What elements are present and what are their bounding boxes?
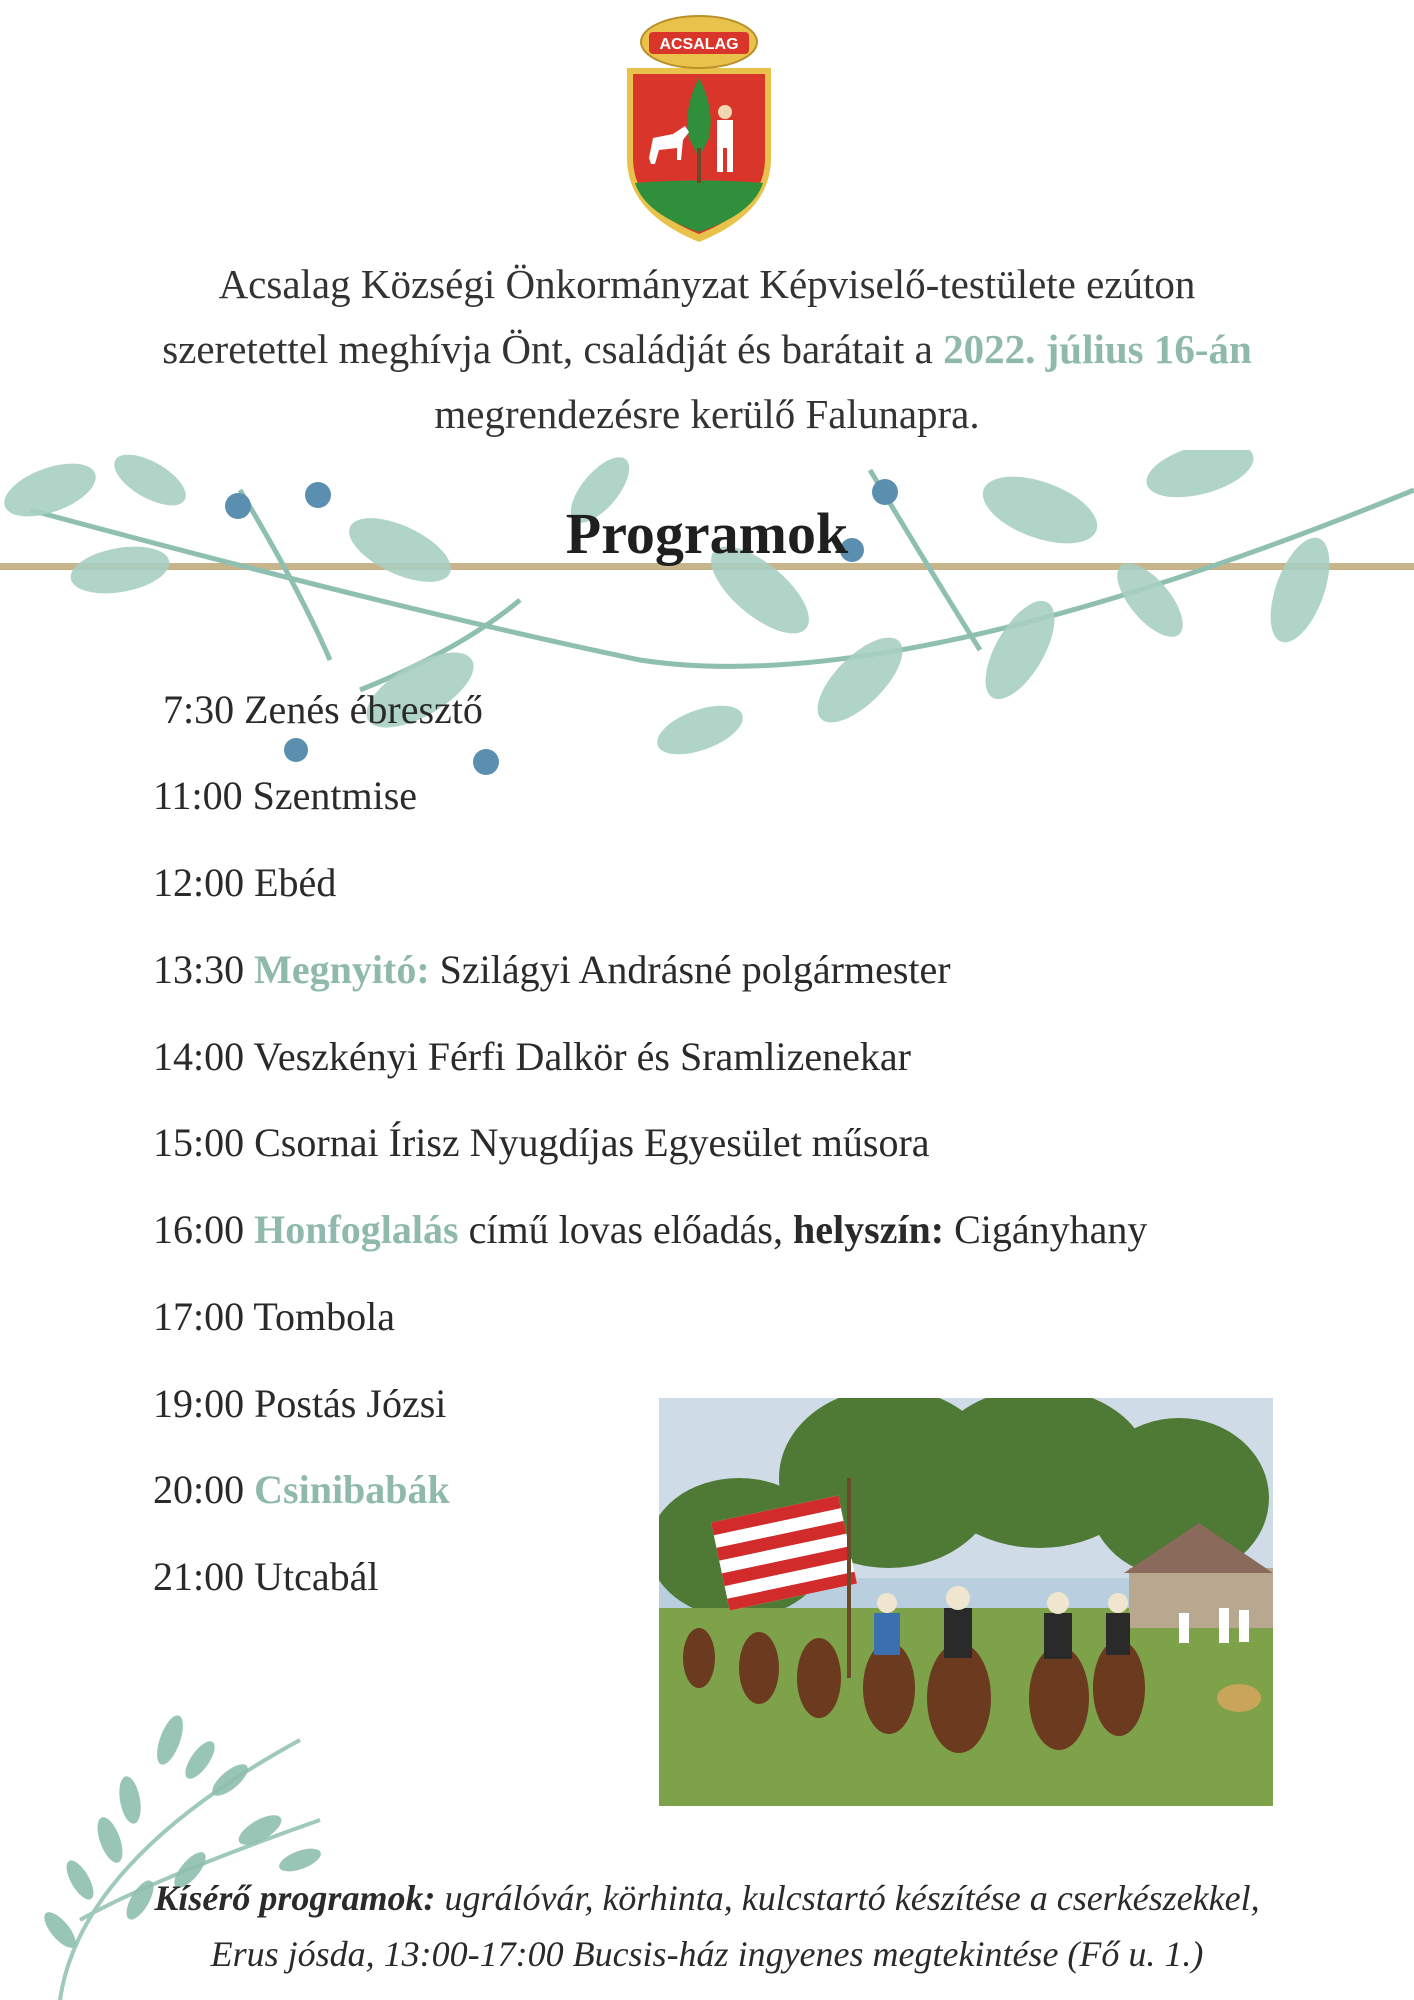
schedule-item: 17:00 Tombola [153,1294,396,1339]
schedule-item: 12:00 Ebéd [153,860,337,905]
side-programs-label: Kísérő programok: [154,1878,436,1918]
schedule-item: 21:00 Utcabál [153,1554,379,1599]
footer-line-2: Erus jósda, 13:00-17:00 Bucsis-ház ingyenes megtekintése (Fő u. 1.) [210,1934,1204,1974]
schedule-item: 15:00 Csornai Írisz Nyugdíjas Egyesület műsora [153,1120,930,1165]
schedule-item: 16:00 Honfoglalás című lovas előadás, helyszín: Cigányhany [153,1207,1148,1252]
intro-line-2: szeretettel meghívja Önt, családját és barátait a 2022. július 16-án [162,326,1252,372]
footer-line-1: Kísérő programok: ugrálóvár, körhinta, kulcstartó készítése a cserkészekkel, [154,1878,1260,1918]
acsalag-crest [613,8,785,248]
svg-text:ACSALAG: ACSALAG [659,36,739,53]
program-title: Programok [565,501,849,566]
intro-line-3: megrendezésre kerülő Falunapra. [434,391,980,437]
invitation-text [60,252,1354,447]
schedule-item: 7:30 Zenés ébresztő [163,687,483,732]
intro-line-1: Acsalag Községi Önkormányzat Képviselő-testülete ezúton [218,261,1196,307]
horse-riders-photo [659,1398,1273,1806]
schedule-item: 14:00 Veszkényi Férfi Dalkör és Sramlizenekar [153,1034,911,1079]
schedule-item: 20:00 Csinibabák [153,1467,450,1512]
side-programs-text [40,1870,1374,1982]
schedule-item: 13:30 Megnyitó: Szilágyi Andrásné polgármester [153,947,951,992]
schedule-item: 11:00 Szentmise [153,773,418,818]
event-date: 2022. július 16-án [943,326,1252,372]
schedule-item: 19:00 Postás Józsi [153,1381,447,1426]
